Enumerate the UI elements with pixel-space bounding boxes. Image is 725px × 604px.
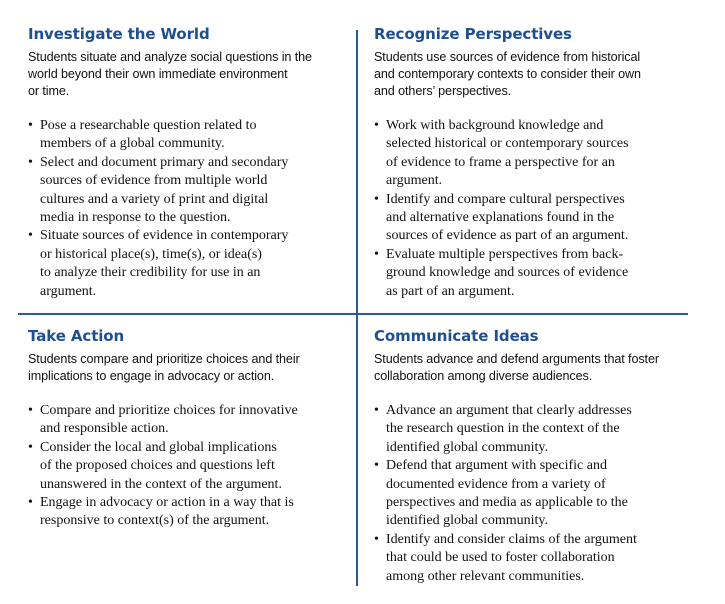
list-item: • Engage in advocacy or action in a way that is responsive to context(s) of the argument. <box>28 494 348 531</box>
list-item: • Defend that argument with specific and documented evidence from a variety of perspectives and media as applicable to the identified global community. <box>374 457 694 531</box>
vertical-divider <box>356 30 358 586</box>
list-item: • Select and document primary and secondary sources of evidence from multiple world cultures and a variety of print and digital media in response to the question. <box>28 154 348 228</box>
list-item: • Situate sources of evidence in contemporary or historical place(s), time(s), or idea(s) to analyze their credibility for use in an argument. <box>28 227 348 301</box>
quadrant-description: Students use sources of evidence from historical and contemporary contexts to consider their own and others’ perspectives. <box>374 50 641 98</box>
quadrant-investigate-the-world <box>28 24 348 301</box>
quadrant-description: Students advance and defend arguments that foster collaboration among diverse audiences. <box>374 352 659 383</box>
quadrant-recognize-perspectives <box>374 24 694 301</box>
bullet-list <box>28 402 348 531</box>
quadrant-title: Take Action <box>28 327 125 345</box>
list-item: • Pose a researchable question related to members of a global community. <box>28 117 348 154</box>
bullet-list <box>374 402 694 586</box>
list-item: • Evaluate multiple perspectives from back- ground knowledge and sources of evidence as part of an argument. <box>374 246 694 301</box>
quadrant-title: Investigate the World <box>28 25 210 43</box>
list-item: • Identify and compare cultural perspectives and alternative explanations found in the sources of evidence as part of an argument. <box>374 191 694 246</box>
list-item: • Consider the local and global implications of the proposed choices and questions left unanswered in the context of the argument. <box>28 439 348 494</box>
quadrant-communicate-ideas <box>374 326 694 586</box>
quadrant-title: Recognize Perspectives <box>374 25 572 43</box>
bullet-list <box>374 117 694 301</box>
quadrant-description: Students situate and analyze social questions in the world beyond their own immediate environment or time. <box>28 50 312 98</box>
bullet-list <box>28 117 348 301</box>
list-item: • Identify and consider claims of the argument that could be used to foster collaboration among other relevant communities. <box>374 531 694 586</box>
quadrant-description: Students compare and prioritize choices and their implications to engage in advocacy or action. <box>28 352 300 383</box>
list-item: • Compare and prioritize choices for innovative and responsible action. <box>28 402 348 439</box>
list-item: • Advance an argument that clearly addresses the research question in the context of the identified global community. <box>374 402 694 457</box>
quadrant-take-action <box>28 326 348 531</box>
list-item: • Work with background knowledge and selected historical or contemporary sources of evidence to frame a perspective for an argument. <box>374 117 694 191</box>
quadrant-title: Communicate Ideas <box>374 327 539 345</box>
horizontal-divider <box>18 313 688 315</box>
